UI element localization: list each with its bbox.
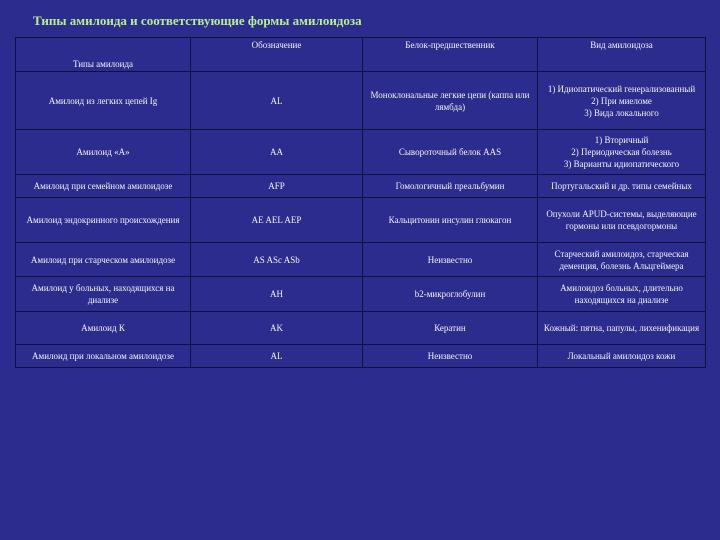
table-row — [16, 243, 706, 277]
table-cell: Амилоид у больных, находящихся на диализе — [16, 277, 191, 312]
table-cell: AL — [191, 345, 363, 368]
table-cell: 1) Идиопатический генерализованный 2) При миеломе 3) Вида локального — [538, 72, 706, 130]
table-cell: Амилоид при локальном амилоидозе — [16, 345, 191, 368]
column-header: Белок-предшественник — [363, 38, 538, 72]
table-cell: Локальный амилоидоз кожи — [538, 345, 706, 368]
table-cell: Кальцитонин инсулин глюкагон — [363, 198, 538, 243]
table-cell: Амилоид при старческом амилоидозе — [16, 243, 191, 277]
column-header: Обозначение — [191, 38, 363, 72]
table-row — [16, 175, 706, 198]
table-row — [16, 130, 706, 175]
table-row — [16, 72, 706, 130]
table-cell: Неизвестно — [363, 243, 538, 277]
table-cell: Амилоид К — [16, 312, 191, 345]
table-row — [16, 277, 706, 312]
table-cell: Кератин — [363, 312, 538, 345]
table-row — [16, 312, 706, 345]
table-cell: Амилоид при семейном амилоидозе — [16, 175, 191, 198]
table-cell: Сывороточный белок AAS — [363, 130, 538, 175]
table-cell: Амилоид эндокринного происхождения — [16, 198, 191, 243]
table-cell: AL — [191, 72, 363, 130]
column-header: Типы амилоида — [16, 38, 191, 72]
table-cell: 1) Вторичный 2) Периодическая болезнь 3) Варианты идиопатического — [538, 130, 706, 175]
table-cell: Старческий амилоидоз, старческая деменция, болезнь Альцгеймера — [538, 243, 706, 277]
table-cell: AA — [191, 130, 363, 175]
header-row — [16, 38, 706, 72]
table-cell: Амилоид из легких цепей Ig — [16, 72, 191, 130]
table-cell: AFP — [191, 175, 363, 198]
table-cell: Амилоид «А» — [16, 130, 191, 175]
table-cell: Неизвестно — [363, 345, 538, 368]
table-cell: Амилоидоз больных, длительно находящихся на диализе — [538, 277, 706, 312]
table-cell: Кожный: пятна, папулы, лихенификация — [538, 312, 706, 345]
table-cell: Моноклональные легкие цепи (каппа или лямбда) — [363, 72, 538, 130]
table-row — [16, 198, 706, 243]
table-row — [16, 345, 706, 368]
table-cell: Опухоли APUD-системы, выделяющие гормоны или псевдогормоны — [538, 198, 706, 243]
table-cell: b2-микроглобулин — [363, 277, 538, 312]
table-cell: AS ASc ASb — [191, 243, 363, 277]
table-cell: AK — [191, 312, 363, 345]
table-cell: Гомологичный преальбумин — [363, 175, 538, 198]
page-title: Типы амилоида и соответствующие формы амилоидоза — [33, 13, 362, 28]
table-cell: AH — [191, 277, 363, 312]
column-header: Вид амилоидоза — [538, 38, 706, 72]
table-cell: Португальский и др. типы семейных — [538, 175, 706, 198]
table-cell: AE AEL AEP — [191, 198, 363, 243]
amyloid-table — [15, 37, 706, 368]
